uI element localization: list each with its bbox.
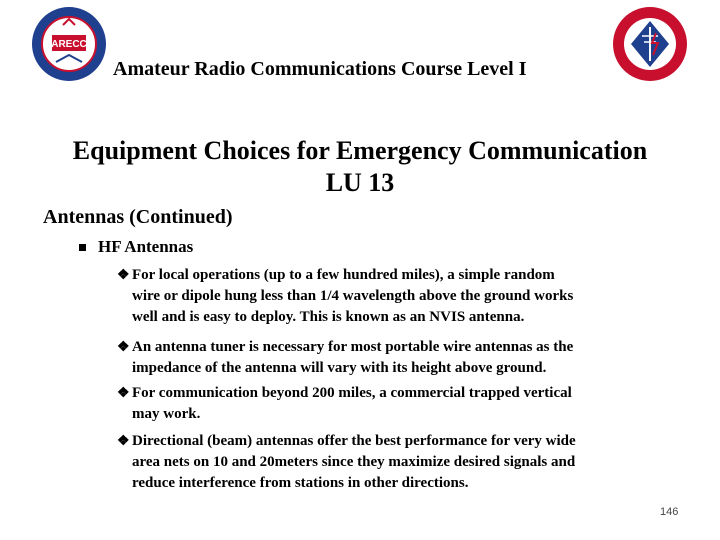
ares-logo <box>611 5 689 83</box>
square-bullet-icon <box>79 244 86 251</box>
bullet-line: Directional (beam) antennas offer the best performance for very wide <box>132 433 576 449</box>
bullet-line: wire or dipole hung less than 1/4 wavelength above the ground works <box>132 288 574 304</box>
bullet-line: impedance of the antenna will vary with its height above ground. <box>132 360 547 376</box>
bullet-item <box>117 265 672 328</box>
diamond-bullet-icon: ❖ <box>117 434 130 449</box>
bullet-line: well and is easy to deploy. This is known as an NVIS antenna. <box>132 309 525 325</box>
bullet-line: For local operations (up to a few hundred miles), a simple random <box>132 267 555 283</box>
slide-title: Equipment Choices for Emergency Communication <box>72 136 648 165</box>
bullet-item <box>117 383 672 425</box>
bullet-line: For communication beyond 200 miles, a commercial trapped vertical <box>132 385 572 401</box>
arecc-logo <box>30 5 108 83</box>
bullet-line: area nets on 10 and 20meters since they maximize desired signals and <box>132 454 576 470</box>
bullet-item <box>117 337 672 379</box>
diamond-bullet-icon: ❖ <box>117 268 130 283</box>
arecc-logo-text: ARECC <box>51 39 87 50</box>
slide-title-unit: LU 13 <box>325 168 395 197</box>
page-number: 146 <box>660 506 679 518</box>
course-title: Amateur Radio Communications Course Level I <box>113 58 527 80</box>
sub-heading <box>79 235 193 259</box>
diamond-bullet-icon: ❖ <box>117 386 130 401</box>
bullet-line: may work. <box>132 406 201 422</box>
sub-heading-label: HF Antennas <box>98 237 194 256</box>
diamond-bullet-icon: ❖ <box>117 340 130 355</box>
bullet-item <box>117 431 672 494</box>
bullet-line: An antenna tuner is necessary for most portable wire antennas as the <box>132 339 574 355</box>
section-heading: Antennas (Continued) <box>43 206 233 228</box>
bullet-line: reduce interference from stations in other directions. <box>132 475 469 491</box>
